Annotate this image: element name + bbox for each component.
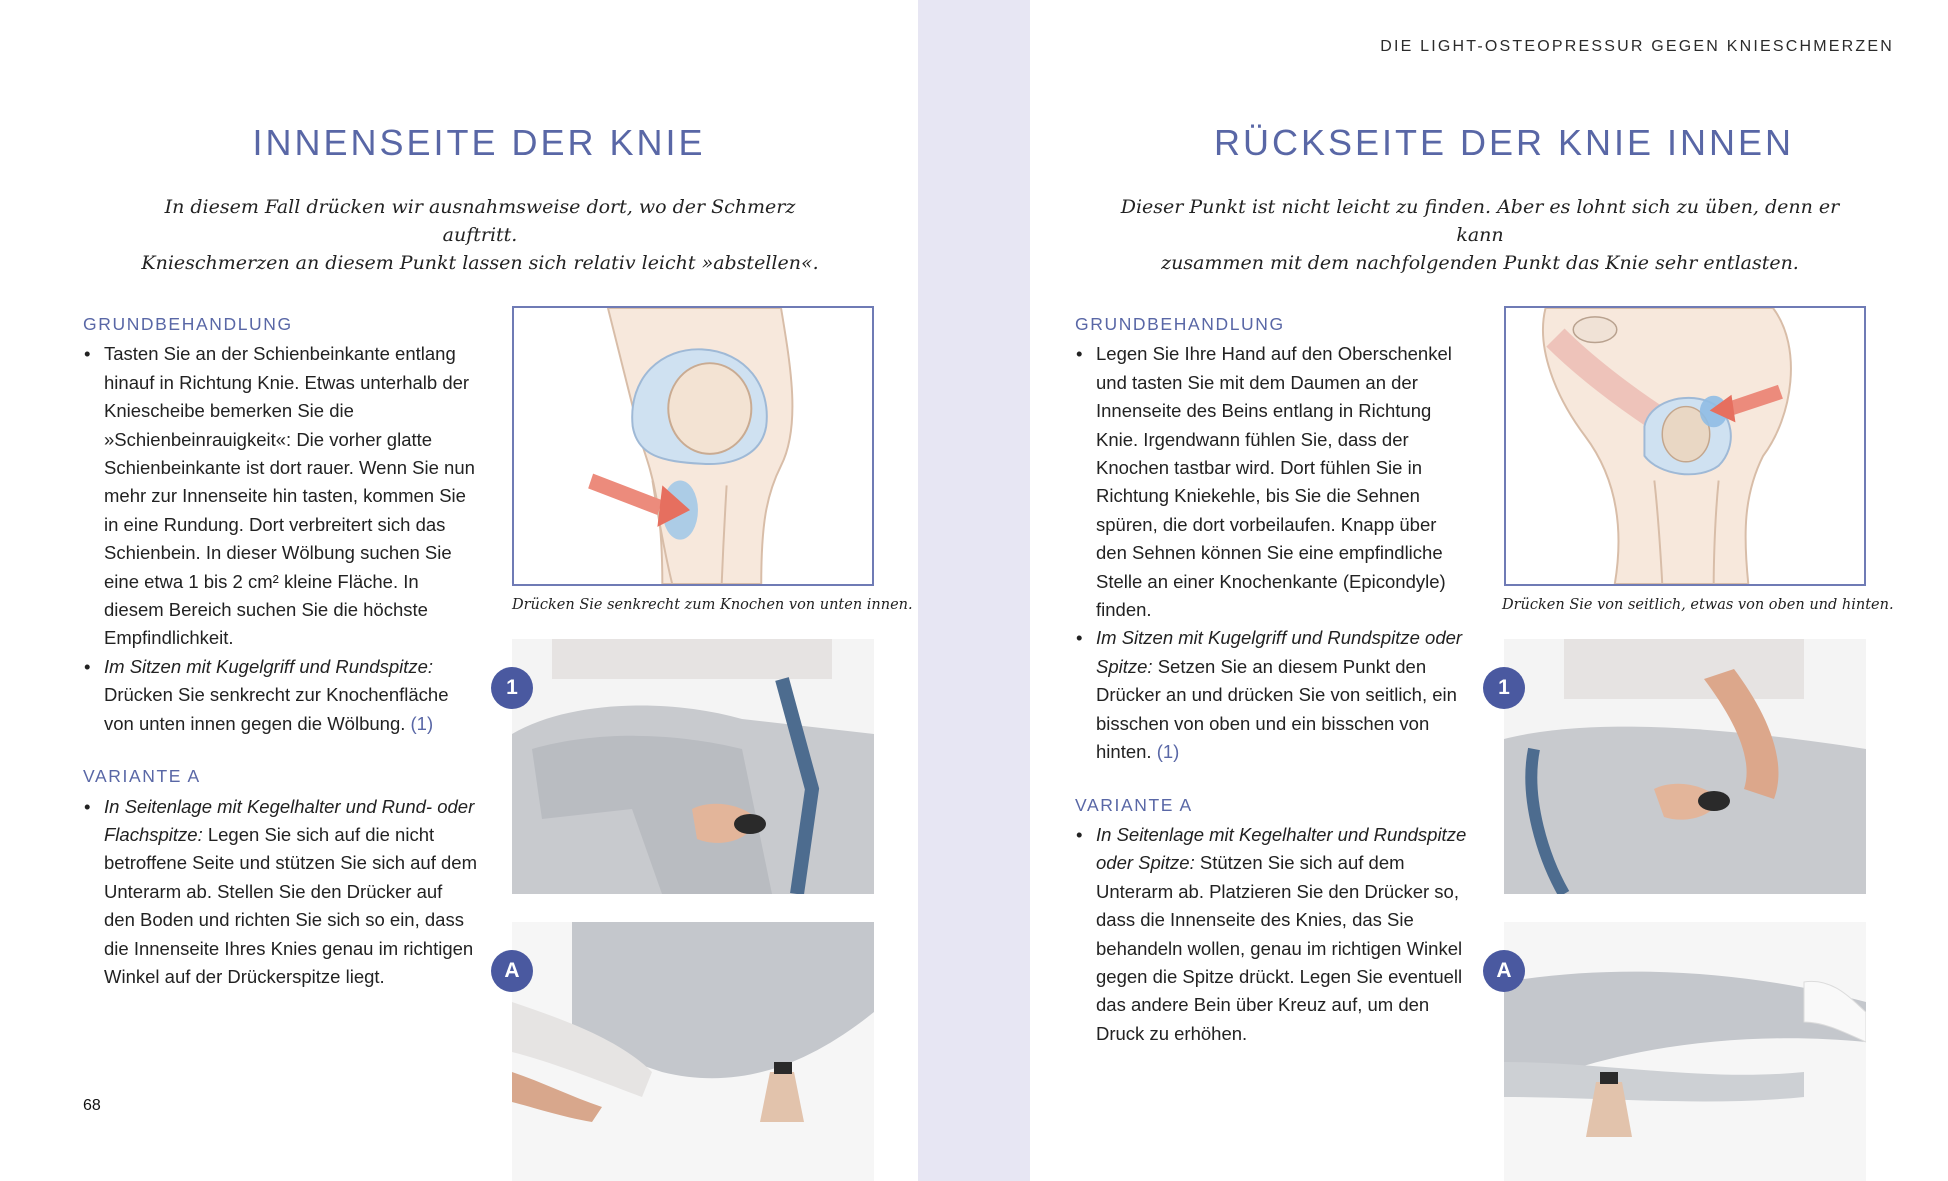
instruction-text: Drücken Sie senkrecht zur Knochenfläche von unten innen gegen die Wölbung. [104,684,449,734]
section-heading-variante-a: VARIANTE A [83,766,201,787]
illustration-caption: Drücken Sie von seitlich, etwas von oben und hinten. [1502,597,1894,613]
instruction-list [83,340,478,738]
instruction-lead: Im Sitzen mit Kugelgriff und Rundspitze oder Spitze: [1096,627,1463,677]
photo-marker-1: 1 [1483,667,1525,709]
instruction-list [1075,821,1470,1048]
intro-text [1120,193,1840,277]
instruction-item [83,793,478,992]
running-head: DIE LIGHT-OSTEOPRESSUR GEGEN KNIESCHMERZEN [1380,38,1894,55]
intro-text [140,193,820,277]
photo-marker-1: 1 [491,667,533,709]
instruction-text: Tasten Sie an der Schienbeinkante entlang hinauf in Richtung Knie. Etwas unterhalb der Kniescheibe bemerken Sie die »Schienbeinrauigkeit«: Die vorher glatte Schienbeinkante ist dort rauer. Wenn Sie nun mehr zur Innenseite hin tasten, kommen Sie in eine Rundung. Dort verbreitert sich das Schienbein. In dieser Wölbung suchen Sie eine etwa 1 bis 2 cm² kleine Fläche. In diesem Bereich suchen Sie die höchste Empfindlichkeit. [104,343,475,649]
intro-line-2: zusammen mit dem nachfolgenden Punkt das Knie sehr entlasten. [1161,252,1799,274]
instruction-lead: Im Sitzen mit Kugelgriff und Rundspitze: [104,655,434,677]
instruction-item [1075,821,1470,1048]
instruction-text: Setzen Sie an diesem Punkt den Drücker an und drücken Sie von seitlich, ein bisschen von oben und ein bisschen von hinten. [1096,655,1457,763]
instruction-text: Stützen Sie sich auf dem Unterarm ab. Platzieren Sie den Drücker so, dass die Innenseite des Knies, das Sie behandeln wollen, genau im richtigen Winkel gegen die Spitze drückt. Legen Sie eventuell das andere Bein über Kreuz auf, um den Druck zu erhöhen. [1096,852,1463,1044]
knee-illustration [1504,306,1866,586]
instructions-column [83,310,478,991]
photo-sitting [1504,639,1866,894]
instruction-item [1075,624,1470,766]
instruction-lead: In Seitenlage mit Kegelhalter und Rund- oder Flachspitze: [104,795,475,845]
instruction-text: Legen Sie Ihre Hand auf den Oberschenkel und tasten Sie mit dem Daumen an der Innenseite des Beins entlang in Richtung Knie. Irgendwann fühlen Sie, dass der Knochen tastbar wird. Dort fühlen Sie in Richtung Kniekehle, bis Sie die Sehnen spüren, die dort vorbeilaufen. Knapp über den Sehnen können Sie eine empfindliche Stelle an einer Knochenkante (Epicondyle) finden. [1096,343,1452,621]
left-page [0,0,918,1181]
instructions-column [1075,310,1470,1048]
instruction-list [1075,340,1470,766]
photo-reference: (1) [410,712,434,734]
section-heading-grundbehandlung: GRUNDBEHANDLUNG [1075,314,1285,334]
illustration-caption: Drücken Sie senkrecht zum Knochen von unten innen. [512,597,913,613]
instruction-item [83,340,478,652]
instruction-item [1075,340,1470,624]
section-heading-variante-a: VARIANTE A [1075,794,1193,815]
page-gutter [918,0,1030,1181]
page-title: RÜCKSEITE DER KNIE INNEN [1213,122,1795,163]
intro-line-1: Dieser Punkt ist nicht leicht zu finden. Aber es lohnt sich zu üben, denn er kann [1120,196,1840,246]
page-title: INNENSEITE DER KNIE [252,122,706,163]
photo-marker-a: A [1483,950,1525,992]
instruction-item [83,653,478,738]
photo-side-lying [512,922,874,1181]
photo-side-lying [1504,922,1866,1181]
knee-illustration [512,306,874,586]
intro-line-1: In diesem Fall drücken wir ausnahmsweise dort, wo der Schmerz auftritt. [164,196,796,246]
photo-reference: (1) [1156,741,1180,763]
instruction-list [83,793,478,992]
right-page [1030,0,1948,1181]
photo-sitting [512,639,874,894]
instruction-text: Legen Sie sich auf die nicht betroffene Seite und stützen Sie sich auf dem Unterarm ab. Stellen Sie den Drücker auf den Boden und richten Sie sich so ein, dass die Innenseite Ihres Knies genau im richtigen Winkel auf der Drückerspitze liegt. [104,823,477,987]
section-heading-grundbehandlung: GRUNDBEHANDLUNG [83,314,293,334]
page-number: 68 [83,1097,101,1114]
intro-line-2: Knieschmerzen an diesem Punkt lassen sich relativ leicht »abstellen«. [141,252,819,274]
instruction-lead: In Seitenlage mit Kegelhalter und Rundspitze oder Spitze: [1096,823,1467,874]
photo-marker-a: A [491,950,533,992]
